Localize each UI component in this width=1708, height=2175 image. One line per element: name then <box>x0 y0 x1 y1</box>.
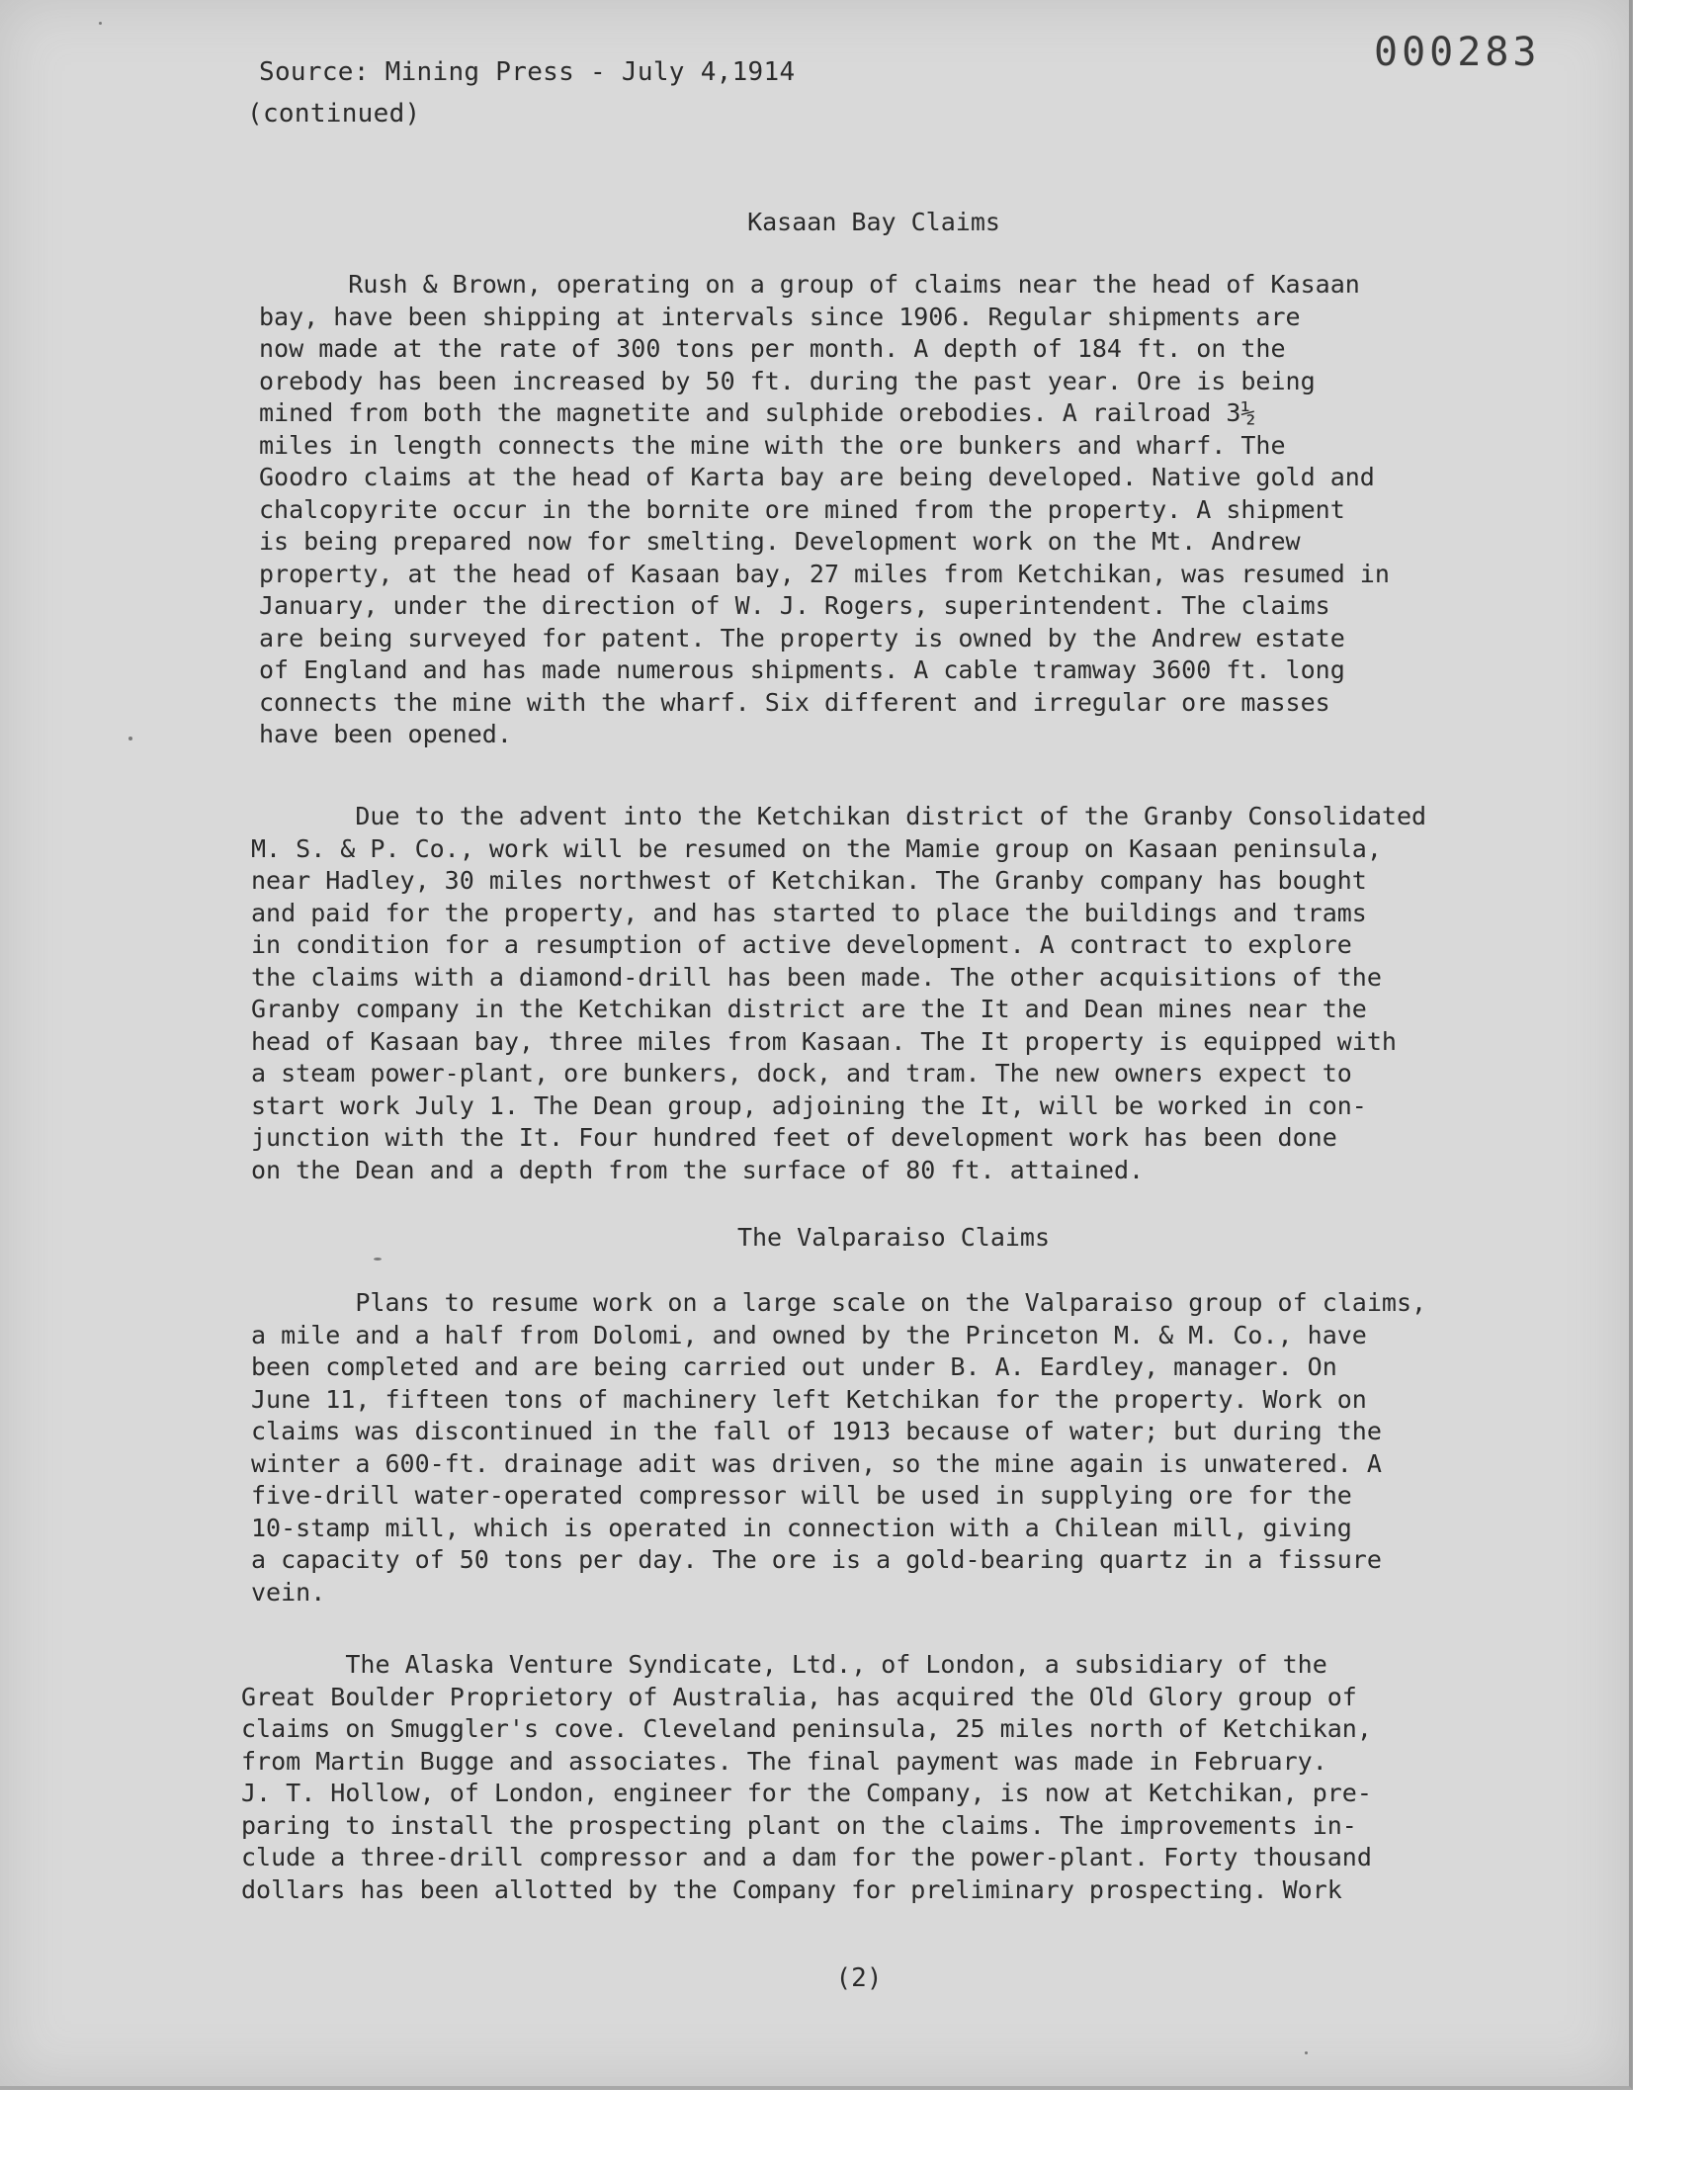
paragraph-line: January, under the direction of W. J. Rogers, superintendent. The claims <box>259 591 1330 620</box>
paper-speck <box>99 22 102 25</box>
paragraph-line: now made at the rate of 300 tons per month. A depth of 184 ft. on the <box>259 334 1286 363</box>
paragraph-line: start work July 1. The Dean group, adjoining the It, will be worked in con- <box>251 1090 1367 1120</box>
paragraph-line: near Hadley, 30 miles northwest of Ketchikan. The Granby company has bought <box>251 866 1367 895</box>
paragraph-line: head of Kasaan bay, three miles from Kasaan. The It property is equipped with <box>251 1026 1397 1056</box>
paragraph-line: of England and has made numerous shipments. A cable tramway 3600 ft. long <box>259 655 1345 684</box>
paragraph-line: J. T. Hollow, of London, engineer for the Company, is now at Ketchikan, pre- <box>241 1779 1372 1807</box>
document-number-stamp: 000283 <box>1374 30 1541 75</box>
paragraph-valparaiso <box>251 1287 1426 1609</box>
paragraph-line: have been opened. <box>259 720 512 748</box>
paragraph-line: the claims with a diamond-drill has been made. The other acquisitions of the <box>251 962 1382 992</box>
continued-label: (continued) <box>247 99 421 129</box>
paragraph-line: June 11, fifteen tons of machinery left Ketchikan for the property. Work on <box>251 1384 1367 1414</box>
paper-speck <box>128 737 132 740</box>
paragraph-line: junction with the It. Four hundred feet of development work has been done <box>251 1123 1337 1152</box>
paragraph-line: claims on Smuggler's cove. Cleveland peninsula, 25 miles north of Ketchikan, <box>241 1714 1372 1743</box>
paragraph-line: dollars has been allotted by the Company for preliminary prospecting. Work <box>241 1874 1342 1904</box>
paragraph-line: property, at the head of Kasaan bay, 27 miles from Ketchikan, was resumed in <box>259 559 1390 588</box>
paragraph-line: The Alaska Venture Syndicate, Ltd., of London, a subsidiary of the <box>241 1650 1327 1679</box>
paragraph-line: Plans to resume work on a large scale on the Valparaiso group of claims, <box>251 1288 1427 1317</box>
paragraph-line: 10-stamp mill, which is operated in connection with a Chilean mill, giving <box>251 1513 1352 1542</box>
paragraph-line: are being surveyed for patent. The property is owned by the Andrew estate <box>259 623 1345 652</box>
paper-speck <box>374 1258 382 1261</box>
paper-speck <box>1305 2051 1308 2054</box>
paragraph-line: Great Boulder Proprietory of Australia, has acquired the Old Glory group of <box>241 1682 1357 1711</box>
paragraph-line: a capacity of 50 tons per day. The ore is a gold-bearing quartz in a fissure <box>251 1545 1382 1574</box>
paragraph-line: five-drill water-operated compressor will be used in supplying ore for the <box>251 1481 1352 1510</box>
paragraph-line: and paid for the property, and has started to place the buildings and trams <box>251 898 1367 927</box>
paragraph-alaska-venture <box>241 1649 1372 1906</box>
paragraph-line: mined from both the magnetite and sulphide orebodies. A railroad 3½ <box>259 398 1256 427</box>
paragraph-line: M. S. & P. Co., work will be resumed on the Mamie group on Kasaan peninsula, <box>251 833 1382 863</box>
source-line: Source: Mining Press - July 4,1914 <box>259 57 796 87</box>
paragraph-line: in condition for a resumption of active development. A contract to explore <box>251 930 1352 959</box>
paragraph-line: Due to the advent into the Ketchikan district of the Granby Consolidated <box>251 802 1427 830</box>
paragraph-line: chalcopyrite occur in the bornite ore mined from the property. A shipment <box>259 494 1345 524</box>
paragraph-kasaan-bay <box>259 269 1390 751</box>
paragraph-line: connects the mine with the wharf. Six different and irregular ore masses <box>259 687 1330 717</box>
paragraph-line: a steam power-plant, ore bunkers, dock, and tram. The new owners expect to <box>251 1059 1352 1088</box>
paragraph-line: vein. <box>251 1577 326 1607</box>
page-number: (2) <box>835 1963 883 1993</box>
paragraph-line: Goodro claims at the head of Karta bay are being developed. Native gold and <box>259 463 1375 491</box>
paragraph-line: is being prepared now for smelting. Development work on the Mt. Andrew <box>259 527 1301 556</box>
paragraph-line: miles in length connects the mine with the ore bunkers and wharf. The <box>259 430 1286 460</box>
paragraph-line: claims was discontinued in the fall of 1913 because of water; but during the <box>251 1417 1382 1445</box>
paragraph-granby <box>251 801 1426 1186</box>
paragraph-line: a mile and a half from Dolomi, and owned by the Princeton M. & M. Co., have <box>251 1320 1367 1349</box>
paragraph-line: from Martin Bugge and associates. The final payment was made in February. <box>241 1746 1327 1776</box>
paragraph-line: been completed and are being carried out under B. A. Eardley, manager. On <box>251 1352 1337 1381</box>
paragraph-line: clude a three-drill compressor and a dam for the power-plant. Forty thousand <box>241 1843 1372 1871</box>
paragraph-line: Granby company in the Ketchikan district are the It and Dean mines near the <box>251 995 1367 1023</box>
paragraph-line: Rush & Brown, operating on a group of claims near the head of Kasaan <box>259 270 1360 299</box>
valparaiso-heading: The Valparaiso Claims <box>736 1223 1051 1252</box>
paragraph-line: on the Dean and a depth from the surface of 80 ft. attained. <box>251 1155 1145 1184</box>
kasaan-bay-heading: Kasaan Bay Claims <box>747 208 1000 236</box>
paragraph-line: bay, have been shipping at intervals since 1906. Regular shipments are <box>259 302 1301 331</box>
paragraph-line: orebody has been increased by 50 ft. during the past year. Ore is being <box>259 366 1316 395</box>
paragraph-line: winter a 600-ft. drainage adit was driven, so the mine again is unwatered. A <box>251 1448 1382 1478</box>
paragraph-line: paring to install the prospecting plant on the claims. The improvements in- <box>241 1810 1357 1840</box>
